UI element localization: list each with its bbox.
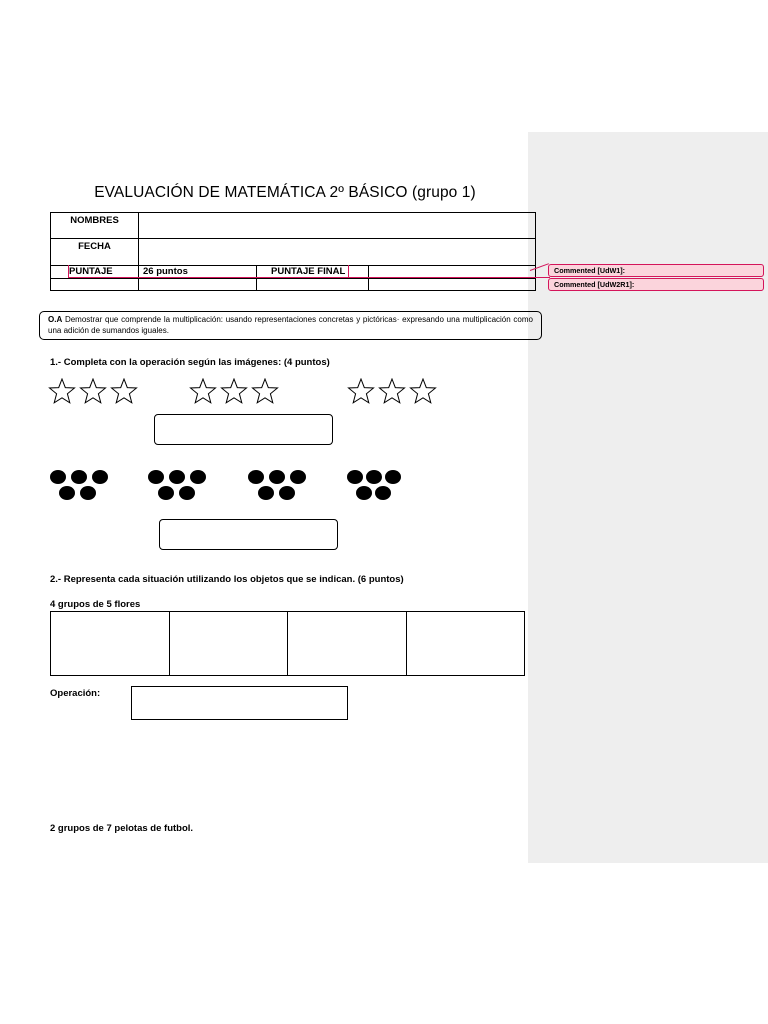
dot-icon (179, 486, 195, 500)
star-group (349, 379, 436, 403)
question-2-part-b: 2 grupos de 7 pelotas de futbol. (50, 823, 194, 834)
stars-answer-box[interactable] (154, 414, 333, 445)
dot-icon (59, 486, 75, 500)
dot-icon (366, 470, 382, 484)
dot-icon (92, 470, 108, 484)
star-icon (81, 379, 106, 403)
dot-icon (248, 470, 264, 484)
dot-icon (279, 486, 295, 500)
star-icon (253, 379, 278, 403)
star-icon (222, 379, 247, 403)
dot-icon (385, 470, 401, 484)
dots-answer-box[interactable] (159, 519, 338, 550)
star-icon (349, 379, 374, 403)
drawing-cell[interactable] (169, 612, 288, 676)
dot-icon (258, 486, 274, 500)
dot-icon (269, 470, 285, 484)
dot-icon (356, 486, 372, 500)
star-icon (112, 379, 137, 403)
star-icon (380, 379, 405, 403)
empty-cell (369, 278, 536, 290)
dot-icon (375, 486, 391, 500)
fecha-field[interactable] (139, 239, 536, 265)
puntaje-label: PUNTAJE (51, 265, 139, 278)
question-2-text: 2.- Representa cada situación utilizando los objetos que se indican. (6 puntos) (50, 574, 404, 585)
objective-box (39, 311, 542, 340)
comment-balloon[interactable] (548, 278, 764, 291)
comment-anchor-end (348, 265, 349, 277)
dot-icon (50, 470, 66, 484)
comment-connector (68, 277, 550, 278)
question-1-text: 1.- Completa con la operación según las imágenes: (4 puntos) (50, 357, 330, 368)
dot-icon (80, 486, 96, 500)
flowers-grid (50, 611, 525, 676)
question-2-part-a: 4 grupos de 5 flores (50, 599, 141, 610)
comment-label: Commented [UdW1]: (554, 266, 626, 275)
drawing-cell[interactable] (51, 612, 170, 676)
info-table (50, 212, 536, 291)
empty-cell (257, 278, 369, 290)
star-group (191, 379, 278, 403)
dot-icon (158, 486, 174, 500)
empty-cell (139, 278, 257, 290)
dot-icon (347, 470, 363, 484)
puntaje-value: 26 puntos (139, 265, 257, 278)
star-icon (191, 379, 216, 403)
dot-icon (148, 470, 164, 484)
objective-text: Demostrar que comprende la multiplicación: usando representaciones concretas y pictóricas· expresando una multiplicación como una adición de sumandos iguales. (48, 315, 533, 335)
dot-icon (290, 470, 306, 484)
puntaje-final-label: PUNTAJE FINAL (257, 265, 369, 278)
drawing-cell[interactable] (288, 612, 407, 676)
star-icon (50, 379, 75, 403)
stars-figure (48, 378, 448, 404)
fecha-label: FECHA (51, 239, 139, 265)
empty-cell (51, 278, 139, 290)
nombres-label: NOMBRES (51, 213, 139, 239)
comment-anchor-start (68, 265, 69, 277)
comment-label: Commented [UdW2R1]: (554, 280, 635, 289)
star-group (50, 379, 137, 403)
nombres-field[interactable] (139, 213, 536, 239)
operation-label: Operación: (50, 688, 101, 699)
dot-icon (190, 470, 206, 484)
star-icon (411, 379, 436, 403)
dot-icon (169, 470, 185, 484)
page-title: EVALUACIÓN DE MATEMÁTICA 2º BÁSICO (grupo 1) (94, 184, 476, 201)
dot-icon (71, 470, 87, 484)
drawing-cell[interactable] (406, 612, 525, 676)
objective-prefix: O.A (48, 315, 63, 324)
comment-balloon[interactable] (548, 264, 764, 277)
comment-pane (528, 132, 768, 863)
operation-answer-box[interactable] (131, 686, 348, 720)
